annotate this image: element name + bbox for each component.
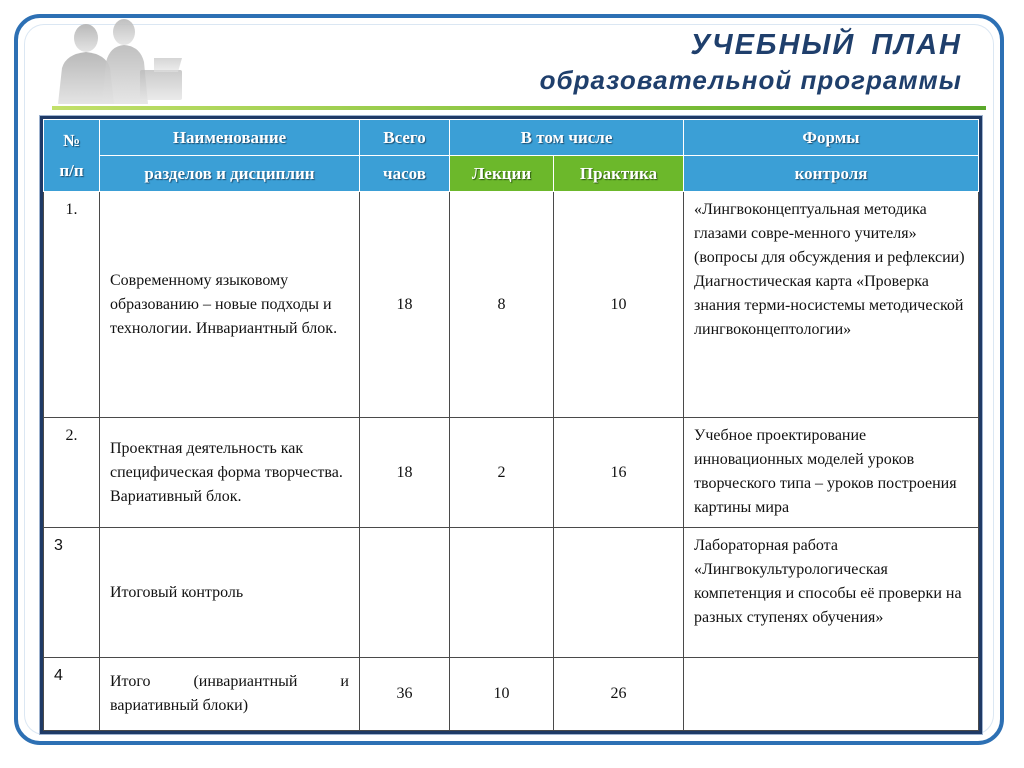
row-name: Современному языковому образованию – новые подходы и технологии. Инвариантный блок.: [100, 192, 360, 418]
row-name-line-1: Итого (инвариантный и: [110, 673, 349, 690]
title-divider: [52, 106, 986, 110]
page-title: [540, 28, 962, 98]
row-practice: 26: [554, 658, 684, 731]
businesspeople-silhouette-icon: [44, 18, 194, 104]
header-lectures: Лекции: [450, 156, 554, 192]
row-total-hours: 18: [360, 192, 450, 418]
row-practice: 16: [554, 418, 684, 528]
header-including: В том числе: [450, 120, 684, 156]
curriculum-table: [40, 116, 982, 734]
row-name: Проектная деятельность как специфическая форма творчества. Вариативный блок.: [100, 418, 360, 528]
row-number: 3: [44, 528, 100, 658]
header-row-1: [44, 120, 979, 156]
table-row: [44, 192, 979, 418]
row-lectures: [450, 528, 554, 658]
row-control-forms: «Лингвоконцептуальная методика глазами совре-менного учителя» (вопросы для обсуждения и рефлексии) Диагностическая карта «Проверка знания терми-носистемы методической лингвоконцептологии»: [684, 192, 979, 418]
row-control-forms: Учебное проектирование инновационных моделей уроков творческого типа – уроков построения картины мира: [684, 418, 979, 528]
row-number: 1.: [44, 192, 100, 418]
row-practice: 10: [554, 192, 684, 418]
header-total-top: Всего: [360, 120, 450, 156]
row-total-hours: 36: [360, 658, 450, 731]
table-row: [44, 418, 979, 528]
row-number: 2.: [44, 418, 100, 528]
row-control-forms: Лабораторная работа «Лингвокультурологическая компетенция и способы её проверки на разных ступенях обучения»: [684, 528, 979, 658]
header-number-top: №: [62, 130, 81, 150]
header-number: [44, 120, 100, 192]
row-name-line-2: вариативный блоки): [110, 697, 249, 714]
row-name: Итоговый контроль: [100, 528, 360, 658]
header-name-top: Наименование: [100, 120, 360, 156]
header-name-bottom: разделов и дисциплин: [100, 156, 360, 192]
row-lectures: 2: [450, 418, 554, 528]
row-total-hours: 18: [360, 418, 450, 528]
row-total-hours: [360, 528, 450, 658]
header-row-2: [44, 156, 979, 192]
row-lectures: 10: [450, 658, 554, 731]
table-row: [44, 658, 979, 731]
header-number-bottom: п/п: [59, 160, 84, 180]
title-line-2: образовательной программы: [539, 65, 962, 95]
row-number: 4: [44, 658, 100, 731]
row-practice: [554, 528, 684, 658]
header-practice: Практика: [554, 156, 684, 192]
header-total-bottom: часов: [360, 156, 450, 192]
title-line-1: УЧЕБНЫЙ ПЛАН: [690, 29, 962, 61]
header-forms-bottom: контроля: [684, 156, 979, 192]
row-lectures: 8: [450, 192, 554, 418]
row-control-forms: [684, 658, 979, 731]
table-row: [44, 528, 979, 658]
row-name: [100, 658, 360, 731]
header-forms-top: Формы: [684, 120, 979, 156]
